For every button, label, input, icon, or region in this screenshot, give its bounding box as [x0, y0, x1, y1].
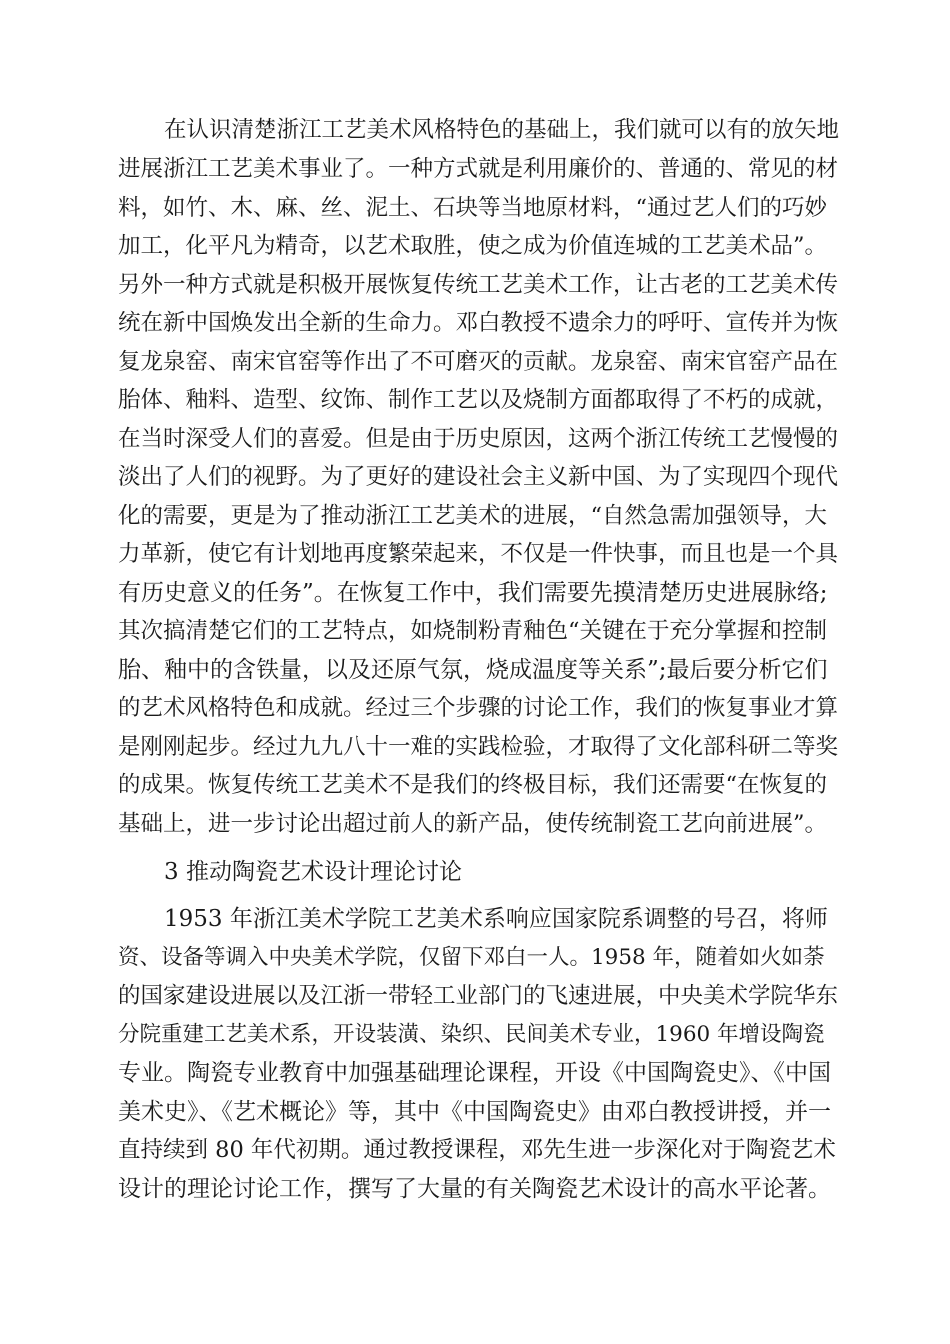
text-line: 力革新，使它有计划地再度繁荣起来，不仅是一件快事，而且也是一个具	[118, 541, 839, 567]
text-line: 是刚刚起步。经过九九八十一难的实践检验，才取得了文化部科研二等奖	[118, 734, 839, 760]
text-line: 的成果。恢复传统工艺美术不是我们的终极目标，我们还需要“在恢复的	[118, 772, 828, 798]
text-line: 有历史意义的任务”。在恢复工作中，我们需要先摸清楚历史进展脉络;	[118, 580, 828, 606]
text-line: 直持续到 80 年代初期。通过教授课程，邓先生进一步深化对于陶瓷艺术	[118, 1137, 836, 1163]
text-line: 分院重建工艺美术系，开设装潢、染织、民间美术专业，1960 年增设陶瓷	[118, 1022, 825, 1047]
text-line: 加工，化平凡为精奇，以艺术取胜，使之成为价值连城的工艺美术品”。	[118, 233, 828, 259]
text-line: 资、设备等调入中央美术学院，仅留下邓白一人。1958 年，随着如火如荼	[118, 945, 825, 970]
text-line: 进展浙江工艺美术事业了。一种方式就是利用廉价的、普通的、常见的材	[118, 156, 839, 182]
text-line: 1953 年浙江美术学院工艺美术系响应国家院系调整的号召，将师	[164, 906, 828, 932]
section-heading: 3 推动陶瓷艺术设计理论讨论	[164, 859, 462, 885]
text-line: 另外一种方式就是积极开展恢复传统工艺美术工作，让古老的工艺美术传	[118, 272, 839, 298]
text-line: 专业。陶瓷专业教育中加强基础理论课程，开设《中国陶瓷史》、《中国	[118, 1060, 831, 1086]
text-line: 设计的理论讨论工作，撰写了大量的有关陶瓷艺术设计的高水平论著。	[118, 1176, 831, 1202]
text-line: 胎、釉中的含铁量，以及还原气氛，烧成温度等关系”;最后要分析它们	[118, 657, 828, 683]
text-line: 的艺术风格特色和成就。经过三个步骤的讨论工作，我们的恢复事业才算	[118, 695, 839, 721]
text-line: 料，如竹、木、麻、丝、泥土、石块等当地原材料，“通过艺人们的巧妙	[118, 195, 828, 221]
text-line: 胎体、釉料、造型、纹饰、制作工艺以及烧制方面都取得了不朽的成就，	[118, 387, 839, 413]
text-line: 在当时深受人们的喜爱。但是由于历史原因，这两个浙江传统工艺慢慢的	[118, 426, 839, 452]
text-line: 的国家建设进展以及江浙一带轻工业部门的飞速进展，中央美术学院华东	[118, 983, 839, 1009]
text-line: 美术史》、《艺术概论》等，其中《中国陶瓷史》由邓白教授讲授，并一	[118, 1099, 831, 1125]
text-line: 在认识清楚浙江工艺美术风格特色的基础上，我们就可以有的放矢地	[164, 117, 840, 143]
text-line: 基础上，进一步讨论出超过前人的新产品，使传统制瓷工艺向前进展”。	[118, 811, 828, 837]
text-line: 统在新中国焕发出全新的生命力。邓白教授不遗余力的呼吁、宣传并为恢	[118, 310, 839, 336]
text-line: 其次搞清楚它们的工艺特点，如烧制粉青釉色“关键在于充分掌握和控制	[118, 618, 828, 644]
text-line: 化的需要，更是为了推动浙江工艺美术的进展，“自然急需加强领导，大	[118, 503, 828, 529]
text-line: 淡出了人们的视野。为了更好的建设社会主义新中国、为了实现四个现代	[118, 464, 839, 490]
text-line: 复龙泉窑、南宋官窑等作出了不可磨灭的贡献。龙泉窑、南宋官窑产品在	[118, 349, 839, 375]
